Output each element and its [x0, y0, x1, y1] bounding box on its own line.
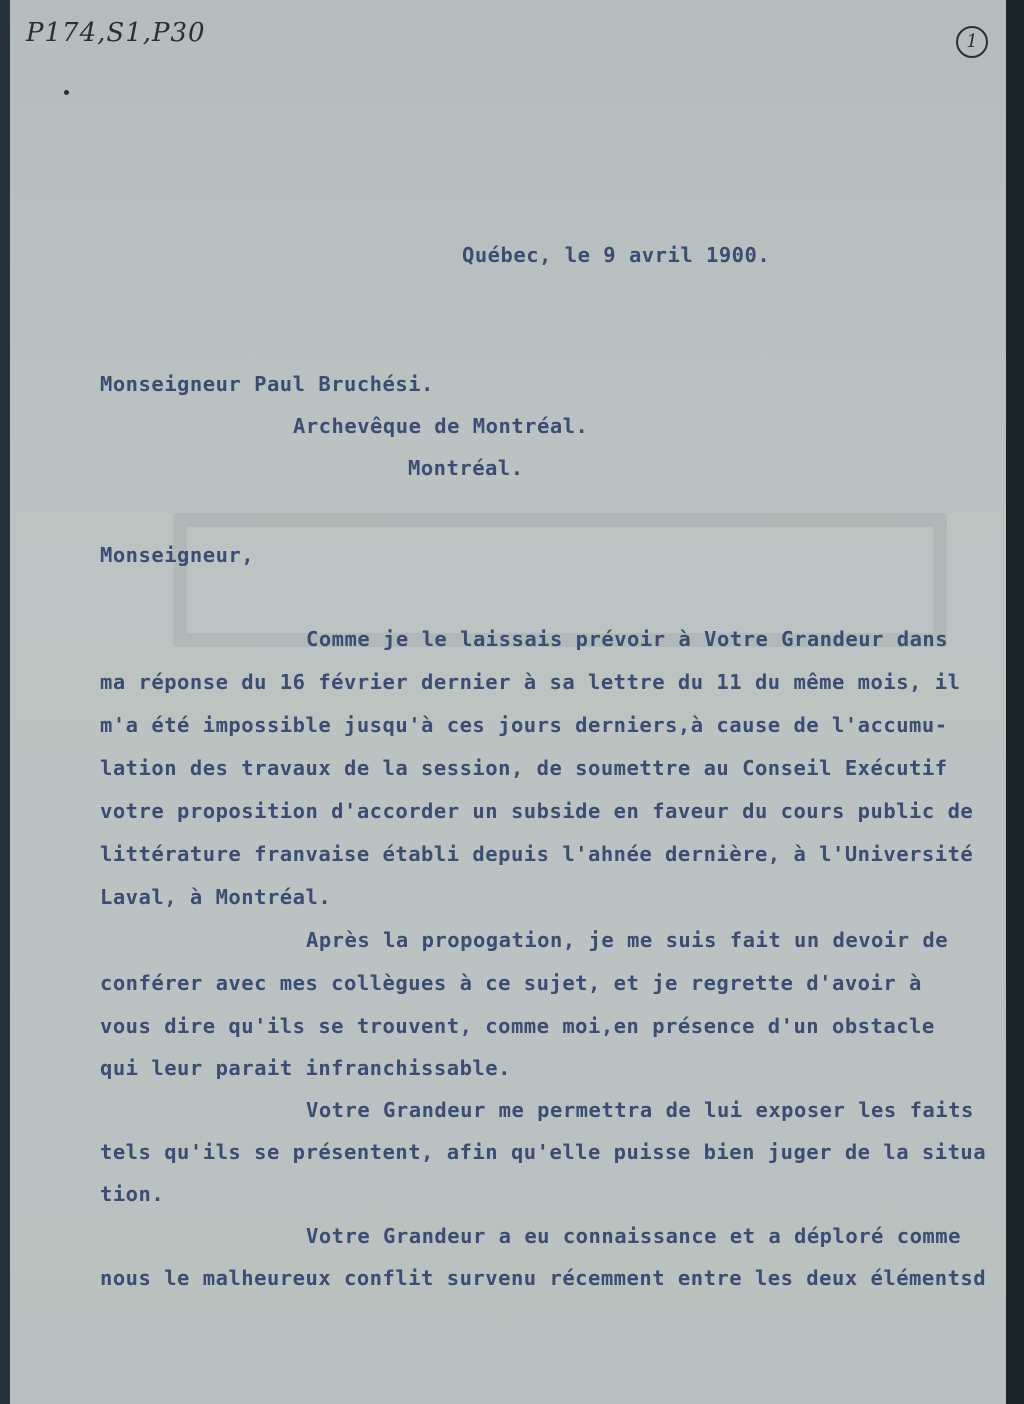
body-line: Laval, à Montréal. — [100, 885, 332, 909]
date-line: Québec, le 9 avril 1900. — [462, 243, 771, 267]
body-line: Comme je le laissais prévoir à Votre Grandeur dans — [306, 627, 949, 651]
body-line: ma réponse du 16 février dernier à sa lettre du 11 du même mois, il — [100, 670, 961, 694]
body-line: vous dire qu'ils se trouvent, comme moi,en présence d'un obstacle — [100, 1014, 935, 1038]
body-line: votre proposition d'accorder un subside en faveur du cours public de — [100, 799, 974, 823]
page-number-circle: 1 — [956, 26, 988, 58]
scan-left-edge — [0, 0, 10, 1404]
recipient-title: Archevêque de Montréal. — [293, 414, 589, 438]
recipient-city: Montréal. — [408, 456, 524, 480]
scan-right-edge — [1006, 0, 1024, 1404]
body-line: tion. — [100, 1182, 165, 1206]
body-line: conférer avec mes collègues à ce sujet, et je regrette d'avoir à — [100, 971, 922, 995]
body-line: Votre Grandeur a eu connaissance et a déploré comme — [306, 1224, 961, 1248]
archive-reference: P174,S1,P30 — [26, 18, 206, 48]
ink-dot — [64, 90, 69, 95]
body-line: lation des travaux de la session, de soumettre au Conseil Exécutif — [100, 756, 948, 780]
body-line: nous le malheureux conflit survenu récemment entre les deux élémentsd — [100, 1266, 987, 1290]
body-line: Après la propogation, je me suis fait un devoir de — [306, 928, 949, 952]
body-line: Votre Grandeur me permettra de lui exposer les faits — [306, 1098, 974, 1122]
body-line: qui leur parait infranchissable. — [100, 1056, 511, 1080]
salutation: Monseigneur, — [100, 543, 255, 567]
recipient-name: Monseigneur Paul Bruchési. — [100, 372, 434, 396]
body-line: tels qu'ils se présentent, afin qu'elle puisse bien juger de la situa — [100, 1140, 987, 1164]
body-line: m'a été impossible jusqu'à ces jours derniers,à cause de l'accumu- — [100, 713, 948, 737]
body-line: littérature franvaise établi depuis l'ahnée dernière, à l'Université — [100, 842, 974, 866]
